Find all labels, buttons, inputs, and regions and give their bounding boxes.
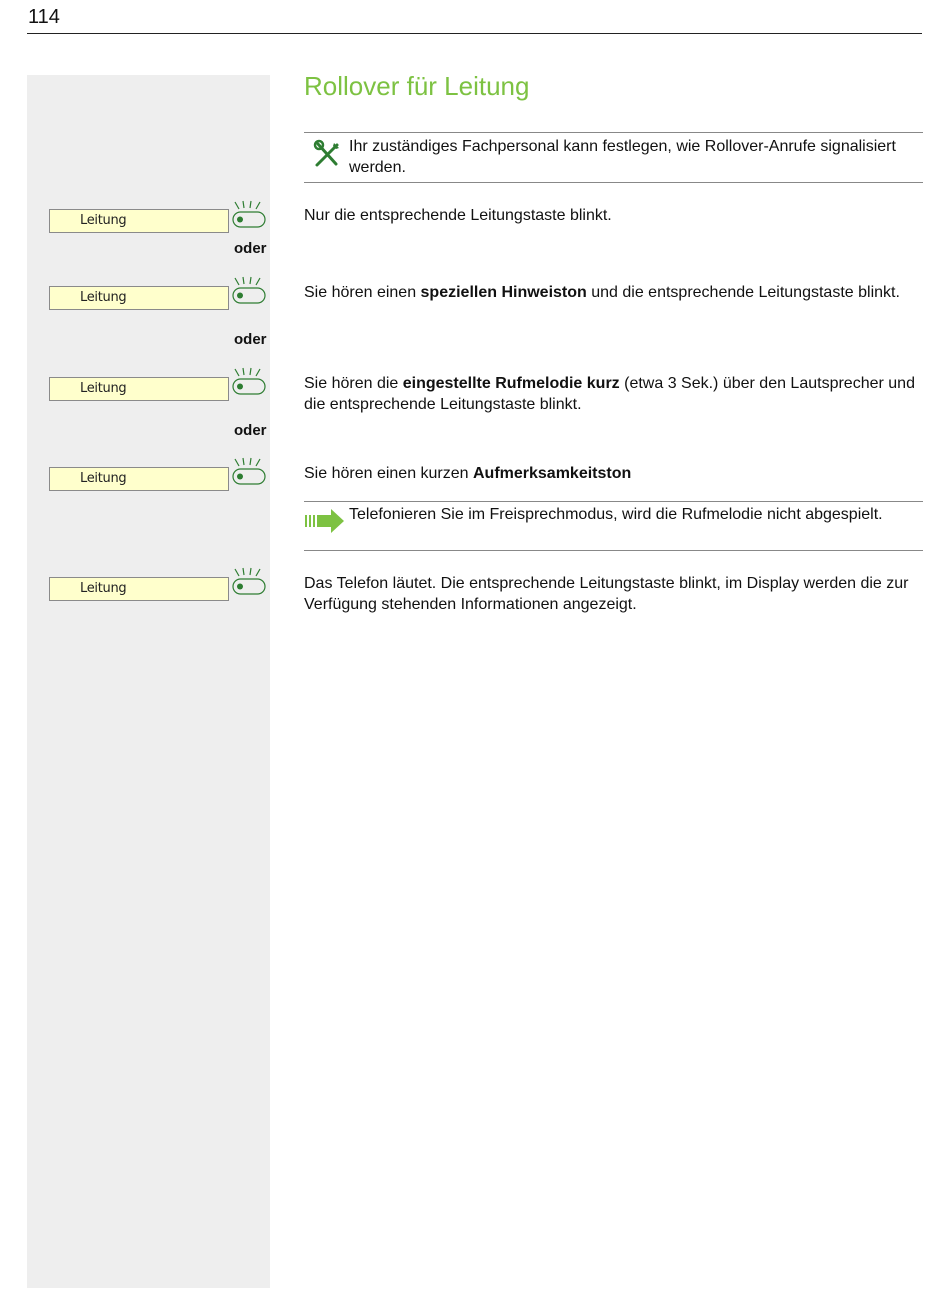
tip-bottom-rule xyxy=(304,550,923,551)
wrench-screwdriver-icon xyxy=(312,139,342,169)
line-key-5[interactable]: Leitung xyxy=(49,577,229,601)
header-rule xyxy=(27,33,922,34)
page-title: Rollover für Leitung xyxy=(304,71,530,101)
step-text-2: Sie hören einen speziellen Hinweiston und die entsprechende Leitungstaste blinkt. xyxy=(304,284,900,301)
note-bottom-rule xyxy=(304,182,923,183)
or-label: oder xyxy=(234,240,267,257)
step-text-4: Sie hören einen kurzen Aufmerksamkeitston xyxy=(304,465,632,482)
blinking-led-icon xyxy=(231,457,267,487)
line-key-3[interactable]: Leitung xyxy=(49,377,229,401)
blinking-led-icon xyxy=(231,200,267,230)
blinking-led-icon xyxy=(231,367,267,397)
blinking-led-icon xyxy=(231,567,267,597)
line-key-4[interactable]: Leitung xyxy=(49,467,229,491)
arrow-right-icon xyxy=(305,507,345,535)
admin-note: Ihr zuständiges Fachpersonal kann festlegen, wie Rollover-Anrufe signalisiert werden. xyxy=(349,138,896,176)
tip-note: Telefonieren Sie im Freisprechmodus, wird die Rufmelodie nicht abgespielt. xyxy=(349,506,883,523)
step-text-3: Sie hören die eingestellte Rufmelodie kurz (etwa 3 Sek.) über den Lautsprecher und die entsprechende Leitungstaste blinkt. xyxy=(304,375,915,413)
line-key-2[interactable]: Leitung xyxy=(49,286,229,310)
page-number: 114 xyxy=(28,6,60,28)
step-text-1: Nur die entsprechende Leitungstaste blinkt. xyxy=(304,207,612,224)
note-top-rule xyxy=(304,132,923,133)
or-label: oder xyxy=(234,422,267,439)
or-label: oder xyxy=(234,331,267,348)
tip-top-rule xyxy=(304,501,923,502)
step-text-5: Das Telefon läutet. Die entsprechende Leitungstaste blinkt, im Display werden die zur Verfügung stehenden Informationen angezeigt. xyxy=(304,575,909,613)
line-key-1[interactable]: Leitung xyxy=(49,209,229,233)
blinking-led-icon xyxy=(231,276,267,306)
